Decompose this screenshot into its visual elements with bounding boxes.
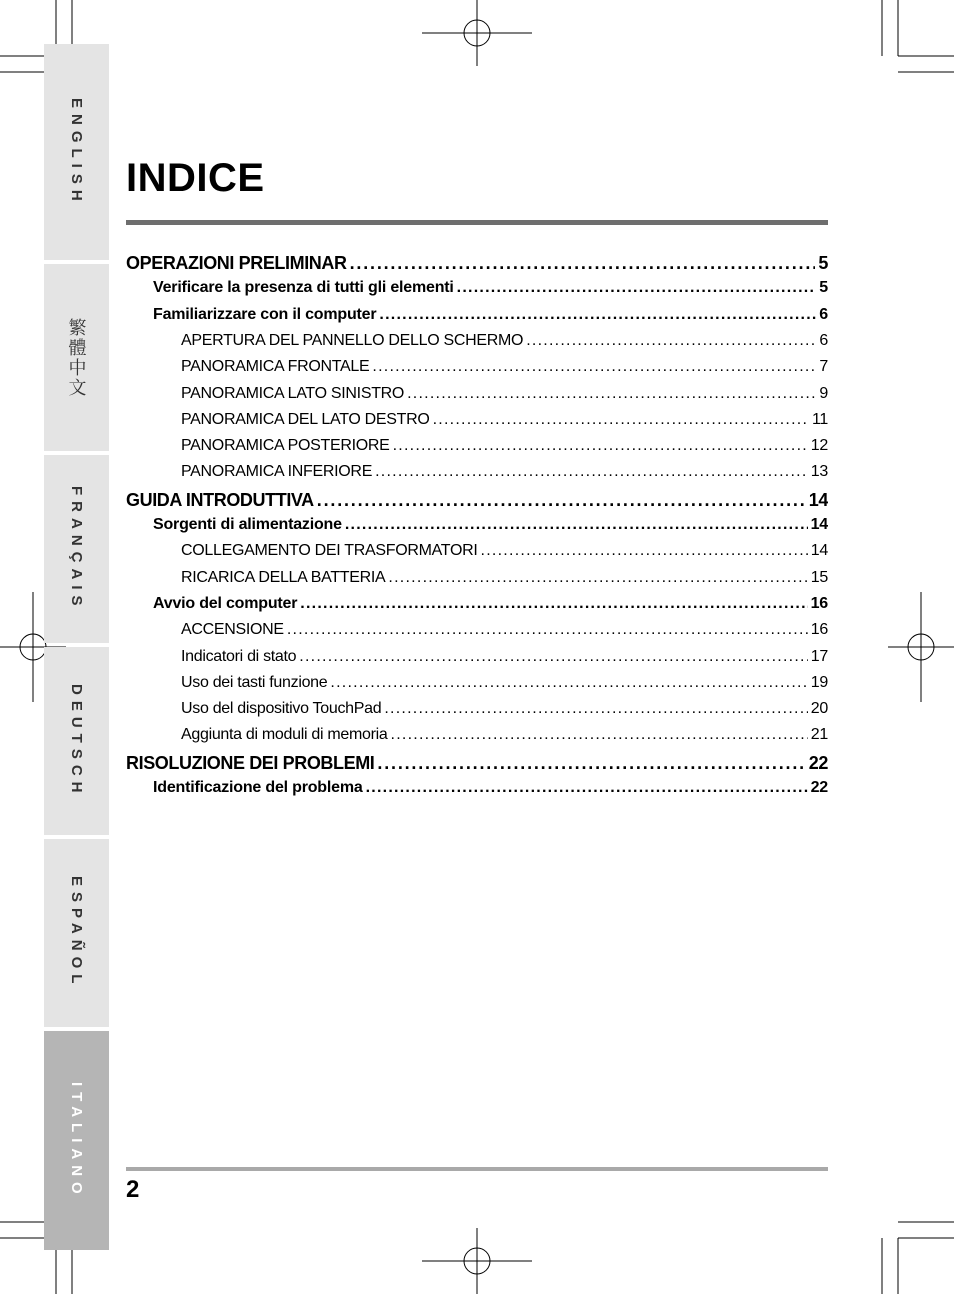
toc-leader-dots xyxy=(388,569,807,587)
toc-entry-level-3[interactable] xyxy=(181,726,828,744)
toc-entry-title: Familiarizzare con il computer xyxy=(153,306,377,323)
toc-entry-level-3[interactable] xyxy=(181,542,828,560)
toc-entry-page: 14 xyxy=(810,516,828,533)
toc-entry-page: 13 xyxy=(810,463,828,480)
toc-entry-level-1[interactable] xyxy=(126,753,828,774)
footer-divider xyxy=(126,1167,828,1171)
toc-entry-title: ACCENSIONE xyxy=(181,621,284,638)
toc-entry-page: 5 xyxy=(819,279,828,296)
toc-leader-dots xyxy=(366,779,808,797)
toc-entry-level-2[interactable] xyxy=(153,306,828,324)
toc-entry-page: 15 xyxy=(810,569,828,586)
toc-entry-page: 5 xyxy=(818,253,828,273)
toc-entry-title: RICARICA DELLA BATTERIA xyxy=(181,569,386,586)
toc-entry-level-3[interactable] xyxy=(181,569,828,587)
toc-entry-level-2[interactable] xyxy=(153,595,828,613)
title-divider xyxy=(126,220,828,225)
lang-tab-french[interactable] xyxy=(44,455,109,643)
toc-entry-page: 6 xyxy=(819,332,828,349)
toc-entry-title: Aggiunta di moduli di memoria xyxy=(181,726,388,743)
toc-entry-level-3[interactable] xyxy=(181,648,828,666)
toc-entry-level-3[interactable] xyxy=(181,332,828,350)
lang-tab-label: 繁體中文 xyxy=(66,317,87,398)
toc-entry-page: 17 xyxy=(810,648,828,665)
toc-leader-dots xyxy=(345,516,808,534)
toc-entry-level-3[interactable] xyxy=(181,385,828,403)
lang-tab-label: ENGLISH xyxy=(68,97,85,207)
toc-leader-dots xyxy=(391,726,808,744)
toc-entry-page: 14 xyxy=(808,490,828,510)
toc-entry-page: 12 xyxy=(810,437,828,454)
toc-entry-title: PANORAMICA FRONTALE xyxy=(181,358,370,375)
lang-tab-chinese[interactable] xyxy=(44,264,109,451)
lang-tab-german[interactable] xyxy=(44,647,109,835)
toc-entry-page: 16 xyxy=(810,595,828,612)
toc-leader-dots xyxy=(407,385,816,403)
toc-entry-page: 20 xyxy=(810,700,828,717)
lang-tab-label: ITALIANO xyxy=(68,1081,85,1200)
toc-entry-page: 11 xyxy=(811,411,828,428)
toc-leader-dots xyxy=(377,753,805,774)
lang-tab-italian[interactable] xyxy=(44,1031,109,1250)
toc-entry-page: 6 xyxy=(819,306,828,323)
toc-entry-title: Uso del dispositivo TouchPad xyxy=(181,700,382,717)
toc-entry-level-3[interactable] xyxy=(181,411,828,429)
toc-entry-title: PANORAMICA LATO SINISTRO xyxy=(181,385,405,402)
toc-entry-page: 21 xyxy=(810,726,828,743)
toc-leader-dots xyxy=(330,674,807,692)
toc-entry-title: Sorgenti di alimentazione xyxy=(153,516,342,533)
toc-entry-level-3[interactable] xyxy=(181,358,828,376)
toc-entry-level-3[interactable] xyxy=(181,437,828,455)
toc-leader-dots xyxy=(350,253,816,274)
toc-entry-page: 19 xyxy=(810,674,828,691)
page-number: 2 xyxy=(126,1176,140,1203)
toc-entry-title: PANORAMICA DEL LATO DESTRO xyxy=(181,411,430,428)
toc-leader-dots xyxy=(526,332,816,350)
toc-entry-page: 9 xyxy=(819,385,828,402)
toc-entry-level-2[interactable] xyxy=(153,279,828,297)
language-tabs xyxy=(44,44,109,1250)
toc-entry-level-3[interactable] xyxy=(181,621,828,639)
toc-entry-level-3[interactable] xyxy=(181,463,828,481)
toc-entry-page: 22 xyxy=(810,779,828,796)
toc-leader-dots xyxy=(287,621,808,639)
lang-tab-label: ESPAÑOL xyxy=(68,876,85,990)
toc-leader-dots xyxy=(372,358,816,376)
toc-leader-dots xyxy=(433,411,809,429)
toc-leader-dots xyxy=(457,279,817,297)
toc-entry-level-2[interactable] xyxy=(153,516,828,534)
lang-tab-english[interactable] xyxy=(44,44,109,260)
toc-leader-dots xyxy=(317,490,806,511)
toc-entry-title: GUIDA INTRODUTTIVA xyxy=(126,490,314,510)
toc-entry-level-3[interactable] xyxy=(181,674,828,692)
toc-entry-level-1[interactable] xyxy=(126,253,828,274)
toc-leader-dots xyxy=(300,595,807,613)
toc-entry-page: 14 xyxy=(810,542,828,559)
lang-tab-label: DEUTSCH xyxy=(68,683,85,799)
toc-entry-title: PANORAMICA POSTERIORE xyxy=(181,437,390,454)
lang-tab-spanish[interactable] xyxy=(44,839,109,1027)
toc-entry-page: 22 xyxy=(808,753,828,773)
toc-entry-level-2[interactable] xyxy=(153,779,828,797)
toc-entry-title: APERTURA DEL PANNELLO DELLO SCHERMO xyxy=(181,332,524,349)
toc-leader-dots xyxy=(375,463,808,481)
toc-entry-page: 7 xyxy=(819,358,828,375)
toc-entry-title: OPERAZIONI PRELIMINAR xyxy=(126,253,347,273)
toc-entry-title: COLLEGAMENTO DEI TRASFORMATORI xyxy=(181,542,478,559)
toc-entry-level-1[interactable] xyxy=(126,490,828,511)
lang-tab-label: FRANÇAIS xyxy=(68,486,85,612)
page-title: INDICE xyxy=(126,156,265,200)
toc-entry-title: Identificazione del problema xyxy=(153,779,363,796)
toc-leader-dots xyxy=(379,306,816,324)
toc-entry-title: RISOLUZIONE DEI PROBLEMI xyxy=(126,753,375,773)
toc-entry-page: 16 xyxy=(810,621,828,638)
toc-leader-dots xyxy=(393,437,808,455)
toc-entry-title: Avvio del computer xyxy=(153,595,298,612)
toc-entry-title: Indicatori di stato xyxy=(181,648,297,665)
toc-entry-title: Uso dei tasti funzione xyxy=(181,674,328,691)
toc-leader-dots xyxy=(299,648,808,666)
toc-entry-title: PANORAMICA INFERIORE xyxy=(181,463,373,480)
toc-leader-dots xyxy=(481,542,808,560)
toc-entry-level-3[interactable] xyxy=(181,700,828,718)
toc-entry-title: Verificare la presenza di tutti gli elementi xyxy=(153,279,454,296)
toc-leader-dots xyxy=(384,700,807,718)
